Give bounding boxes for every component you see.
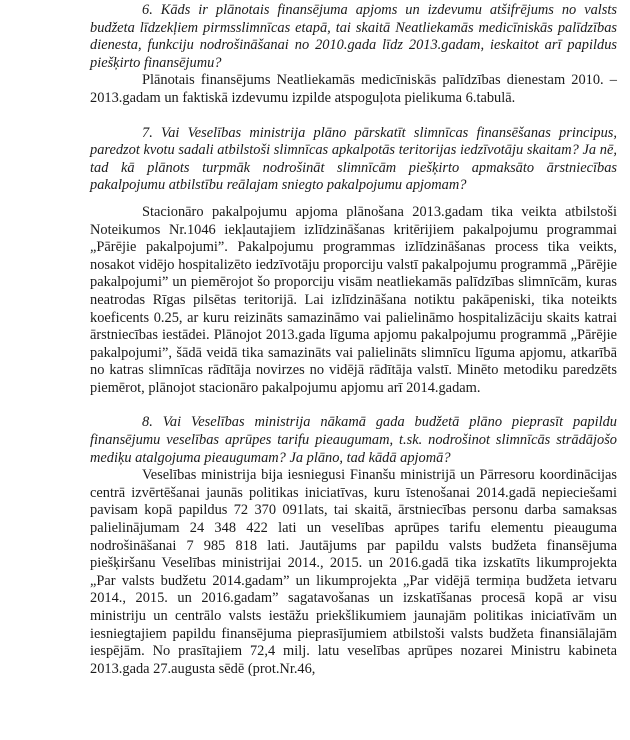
answer-7: Stacionāro pakalpojumu apjoma plānošana 2013.gadam tika veikta atbilstoši Noteikumos Nr.1046 iekļautajiem izlīdzināšanas kritērijiem pakalpojumu programmai „Pārējie pakalpojumi”. Pakalpojumu programmas izlīdzināšanas process tika veikts, nosakot vidējo hospitalizēto iedzīvotāju proporciju valstī pakalpojumu programmā „Pārējie pakalpojumi” un piemērojot šo proporciju visām neatliekamās palīdzības slimnīcām, kuras neatrodas Rīgas pilsētas teritorijā. Lai izlīdzināšana notiktu pakāpeniski, tika noteikts koeficents 0.25, ar kuru reizināts samazināmo vai palielināmo hospitalizāciju skaits katrai ārstniecības iestādei. Plānojot 2013.gada līguma apjomu pakalpojumu programmā „Pārējie pakalpojumi”, šādā veidā tika samazināts vai palielināts slimnīcu līguma apjomu, atkarībā no katras slimnīcas rādītāja novirzes no vidējā rādītāja valstī. Minēto metodiku paredzēts piemērot, plānojot stacionāro pakalpojumu apjomu arī 2014.gadam. xyxy=(90,203,617,396)
question-7: 7. Vai Veselības ministrija plāno pārskatīt slimnīcas finansēšanas principus, paredzot kvotu sadali atbilstoši slimnīcas apkalpotās teritorijas iedzīvotāju skaitam? Ja nē, tad kā plānots turpmāk nodrošināt slimnīcām piešķirto apmaksāto ārstniecības pakalpojumu atbilstību reālajam sniegto pakalpojumu apjomam? xyxy=(90,124,617,194)
question-8: 8. Vai Veselības ministrija nākamā gada budžetā plāno pieprasīt papildu finansējumu veselības aprūpes tarifu pieaugumam, t.sk. nodrošinot slimnīcās strādājošo mediķu atalgojuma pieaugumam? Ja plāno, tad kādā apjomā? xyxy=(90,414,617,466)
answer-8: Veselības ministrija bija iesniegusi Finanšu ministrijā un Pārresoru koordinācijas centrā izvērtēšanai jaunās politikas iniciatīvas, kuru īstenošanai 2014.gadā nepieciešami pavisam kopā papildus 72 370 091lats, tai skaitā, ārstniecības personu darba samaksas palielinājumam 24 348 422 lati un veselības aprūpes tarifu elementu pieauguma nodrošināšanai 7 985 818 lati. Jautājums par papildu valsts budžeta finansējuma piešķiršanu Veselības ministrijai 2014., 2015. un 2016.gadā tika izskatīts likumprojekta „Par valsts budžetu 2014.gadam” un likumprojekta „Par vidējā termiņa budžeta ietvaru 2014., 2015. un 2016.gadam” sagatavošanas un izskatīšanas procesā kopā ar visu ministriju un centrālo valsts iestāžu priekšlikumiem jaunajām politikas iniciatīvām un iesniegtajiem papildu finansējuma pieprasījumiem atbilstoši valsts budžeta finansiālajām iespējām. No prasītajiem 72,4 milj. latu veselības aprūpes nozarei Ministru kabineta 2013.gada 27.augusta sēdē (prot.Nr.46, xyxy=(90,467,617,677)
answer-6: Plānotais finansējums Neatliekamās medicīniskās palīdzības dienestam 2010. – 2013.gadam un faktiskā izdevumu izpilde atspoguļota pielikuma 6.tabulā. xyxy=(90,72,617,106)
question-6: 6. Kāds ir plānotais finansējuma apjoms un izdevumu atšifrējums no valsts budžeta līdzekļiem pirmsslimnīcas etapā, tai skaitā Neatliekamās medicīniskās palīdzības dienesta, funkciju nodrošināšanai no 2010.gada līdz 2013.gadam, ieskaitot arī papildus piešķirto finansējumu? xyxy=(90,2,617,71)
document-page xyxy=(90,2,617,678)
